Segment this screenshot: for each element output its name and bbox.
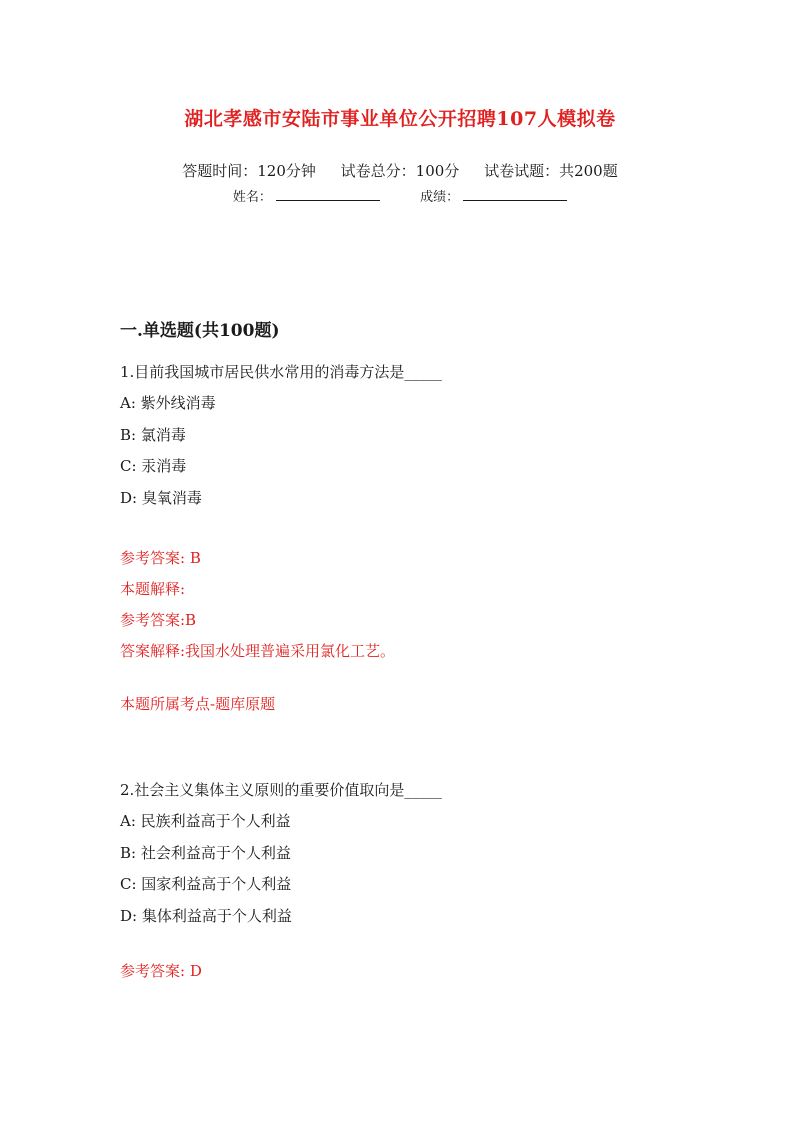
exam-duration: 答题时间：120分钟 (182, 162, 316, 180)
option-b: B: 氯消毒 (120, 425, 186, 444)
score-field (420, 186, 567, 205)
explanation-label: 本题解释: (120, 580, 186, 598)
reference-answer: 参考答案: B (120, 549, 201, 567)
option-d: D: 集体利益高于个人利益 (120, 906, 292, 925)
exam-total-questions: 试卷试题：共200题 (484, 162, 618, 180)
answer-explanation: 答案解释:我国水处理普遍采用氯化工艺。 (120, 642, 396, 660)
question-source: 本题所属考点-题库原题 (120, 695, 276, 713)
option-a: A: 紫外线消毒 (120, 394, 216, 412)
section-title: 一.单选题(共100题) (120, 321, 280, 341)
name-blank (276, 188, 380, 201)
score-blank (463, 188, 567, 201)
option-d: D: 臭氧消毒 (120, 488, 202, 507)
reference-answer-2: 参考答案:B (120, 611, 197, 629)
score-label: 成绩： (420, 190, 460, 205)
option-b: B: 社会利益高于个人利益 (120, 843, 291, 862)
candidate-fields (0, 186, 800, 205)
question-stem: 1.目前我国城市居民供水常用的消毒方法是_____ (120, 363, 442, 381)
option-c: C: 汞消毒 (120, 457, 187, 475)
question-stem: 2.社会主义集体主义原则的重要价值取向是_____ (120, 781, 442, 799)
exam-content (120, 316, 700, 987)
exam-total-score: 试卷总分：100分 (340, 162, 460, 180)
option-c: C: 国家利益高于个人利益 (120, 875, 292, 893)
exam-meta (0, 160, 800, 181)
page-title: 湖北孝感市安陆市事业单位公开招聘107人模拟卷 (184, 108, 616, 130)
option-a: A: 民族利益高于个人利益 (120, 812, 291, 830)
name-label: 姓名： (232, 190, 272, 205)
reference-answer: 参考答案: D (120, 962, 202, 980)
name-field (233, 186, 380, 205)
